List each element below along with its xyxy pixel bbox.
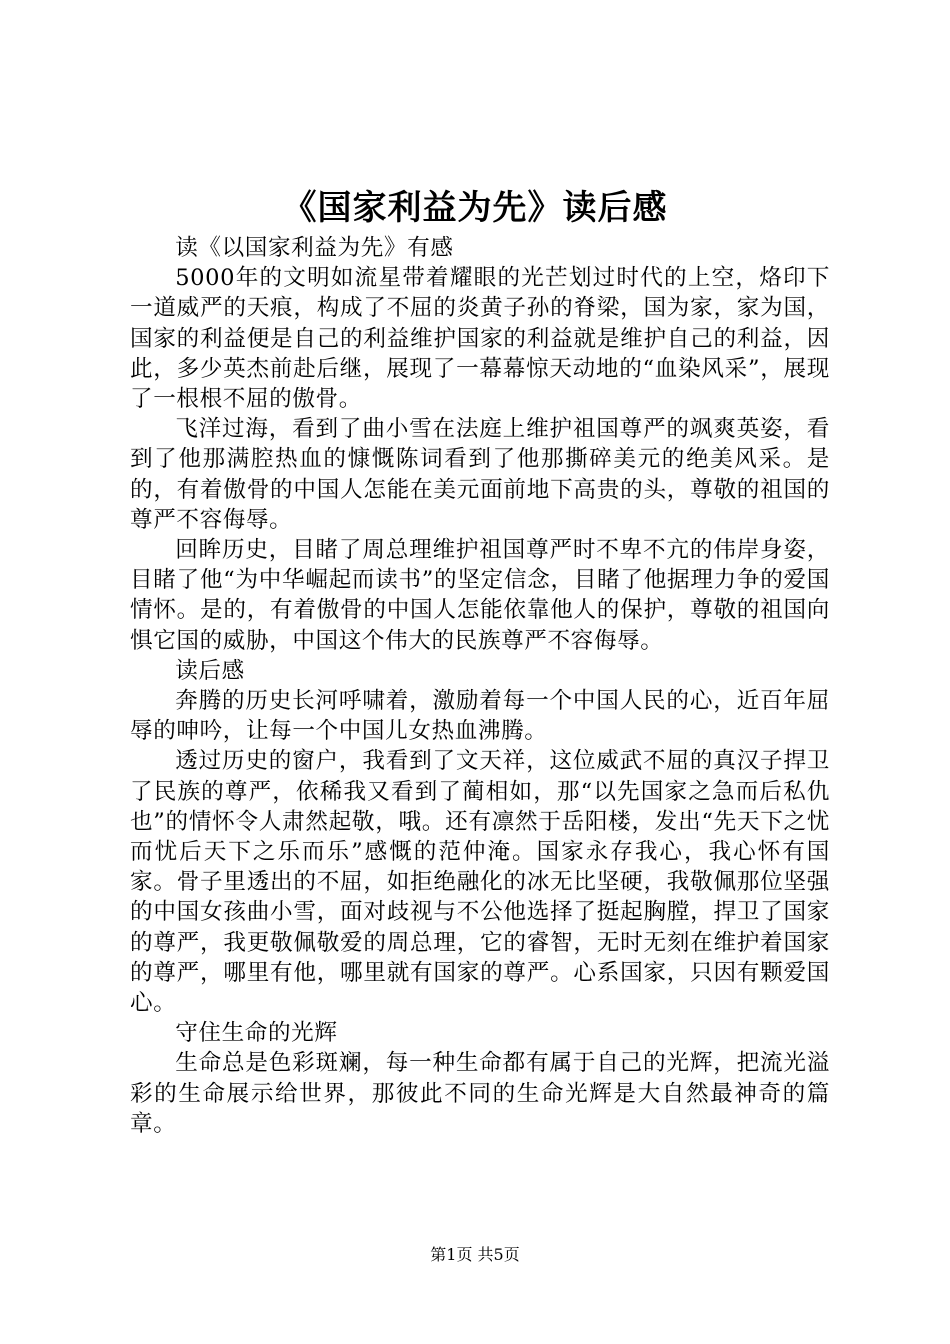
paragraph-heading: 守住生命的光辉 bbox=[175, 1020, 338, 1047]
paragraph: 奔腾的历史长河呼啸着，激励着每一个中国人民的心，近百年屈辱的呻吟，让每一个中国儿女热血沸腾。 bbox=[130, 688, 830, 745]
paragraph: 生命总是色彩斑斓，每一种生命都有属于自己的光辉，把流光溢彩的生命展示给世界，那彼此不同的生命光辉是大自然最神奇的篇章。 bbox=[130, 1050, 830, 1137]
document-body bbox=[130, 233, 830, 1139]
paragraph-subtitle: 读《以国家利益为先》有感 bbox=[175, 235, 454, 261]
paragraph: 回眸历史，目睹了周总理维护祖国尊严时不卑不亢的伟岸身姿，目睹了他“为中华崛起而读书”的坚定信念，目睹了他据理力争的爱国情怀。是的，有着傲骨的中国人怎能依靠他人的保护，尊敬的祖国向惧它国的威胁，中国这个伟大的民族尊严不容侮辱。 bbox=[130, 537, 830, 654]
page-footer: 第1页 共5页 bbox=[430, 1245, 520, 1264]
paragraph: 5000年的文明如流星带着耀眼的光芒划过时代的上空，烙印下一道威严的天痕，构成了不屈的炎黄子孙的脊梁，国为家，家为国，国家的利益便是自己的利益维护国家的利益就是维护自己的利益，因此，多少英杰前赴后继，展现了一幕幕惊天动地的“血染风采”，展现了一根根不屈的傲骨。 bbox=[130, 265, 830, 413]
paragraph: 飞洋过海，看到了曲小雪在法庭上维护祖国尊严的飒爽英姿，看到了他那满腔热血的慷慨陈词看到了他那撕碎美元的绝美风采。是的，有着傲骨的中国人怎能在美元面前地下高贵的头，尊敬的祖国的尊严不容侮辱。 bbox=[130, 416, 830, 533]
paragraph-heading: 读后感 bbox=[175, 657, 245, 684]
document-title: 《国家利益为先》读后感 bbox=[282, 188, 668, 228]
paragraph: 透过历史的窗户，我看到了文天祥，这位威武不屈的真汉子捍卫了民族的尊严，依稀我又看到了蔺相如，那“以先国家之急而后私仇也”的情怀令人肃然起敬，哦。还有凛然于岳阳楼，发出“先天下之忧而忧后天下之乐而乐”感慨的范仲淹。国家永存我心，我心怀有国家。骨子里透出的不屈，如拒绝融化的冰无比坚硬，我敬佩那位坚强的中国女孩曲小雪，面对歧视与不公他选择了挺起胸膛，捍卫了国家的尊严，我更敬佩敬爱的周总理，它的睿智，无时无刻在维护着国家的尊严，哪里有他，哪里就有国家的尊严。心系国家，只因有颗爱国心。 bbox=[130, 748, 830, 1017]
